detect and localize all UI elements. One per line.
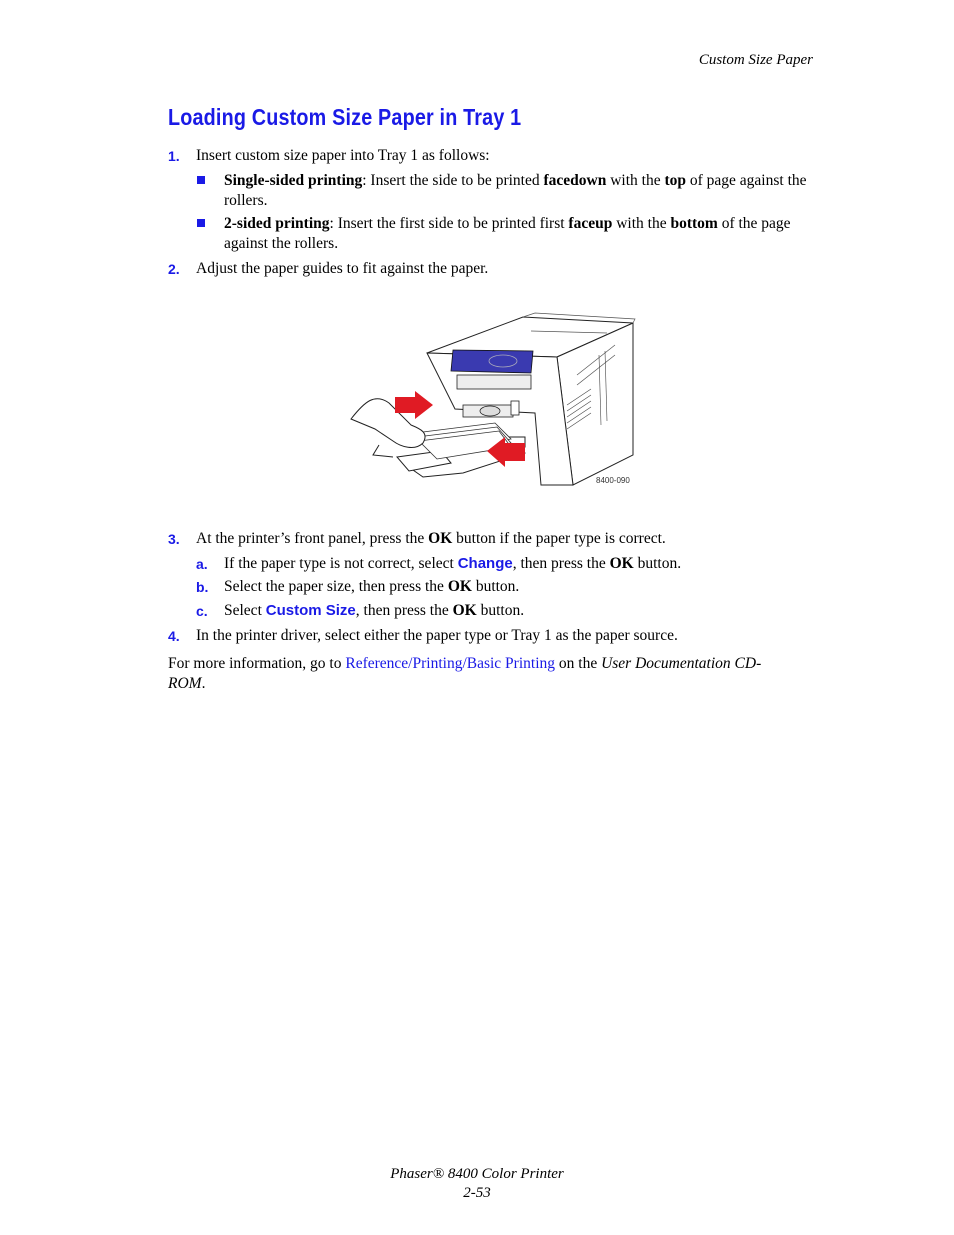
running-header: Custom Size Paper (698, 52, 813, 68)
substep-text: Select Custom Size, then press the OK button. (224, 602, 525, 619)
step-3a (168, 554, 818, 574)
step-text: At the printer’s front panel, press the OK button if the paper type is correct. (196, 530, 666, 547)
substep-text: Select the paper size, then press the OK button. (224, 578, 520, 595)
footer-page-number: 2-53 (463, 1185, 491, 1201)
substep-letter: a. (196, 556, 208, 572)
step-number: 4. (168, 628, 180, 644)
step-text: Insert custom size paper into Tray 1 as follows: (196, 147, 490, 164)
step-number: 1. (168, 148, 180, 164)
figure-label: 8400-090 (596, 476, 630, 485)
step-1 (168, 146, 818, 166)
step-number: 2. (168, 261, 180, 277)
reference-link[interactable]: Reference/Printing/Basic Printing (345, 655, 556, 672)
bullet-text: Single-sided printing: Insert the side to be printed facedown with the top of page against the rollers. (224, 172, 807, 209)
ui-term-change: Change (457, 555, 513, 572)
step-text: Adjust the paper guides to fit against the paper. (196, 260, 489, 277)
step-4 (168, 626, 818, 646)
bullet-square-icon (197, 219, 205, 227)
page-title: Loading Custom Size Paper in Tray 1 (168, 104, 522, 130)
bullet-text: 2-sided printing: Insert the first side to be printed first faceup with the bottom of the page against the rollers. (224, 215, 791, 252)
footer-product: Phaser® 8400 Color Printer (390, 1166, 564, 1182)
substep-letter: c. (196, 603, 208, 619)
bullet-single-sided (168, 171, 818, 211)
front-panel-display (451, 350, 533, 373)
bullet-square-icon (197, 176, 205, 184)
substep-text: If the paper type is not correct, select Change, then press the OK button. (224, 555, 682, 572)
printer-tray-illustration (345, 305, 640, 495)
bullet-two-sided (168, 214, 818, 254)
ui-term-custom-size: Custom Size (265, 602, 356, 619)
step-text: In the printer driver, select either the paper type or Tray 1 as the paper source. (196, 627, 678, 644)
step-3c (168, 601, 818, 621)
substep-letter: b. (196, 579, 209, 595)
step-3 (168, 529, 818, 549)
step-3b (168, 577, 818, 597)
more-info-paragraph: For more information, go to Reference/Printing/Basic Printing on the User Documentation CD-ROM. (168, 655, 762, 692)
step-number: 3. (168, 531, 180, 547)
step-2 (168, 259, 818, 279)
page-footer (0, 1165, 954, 1203)
